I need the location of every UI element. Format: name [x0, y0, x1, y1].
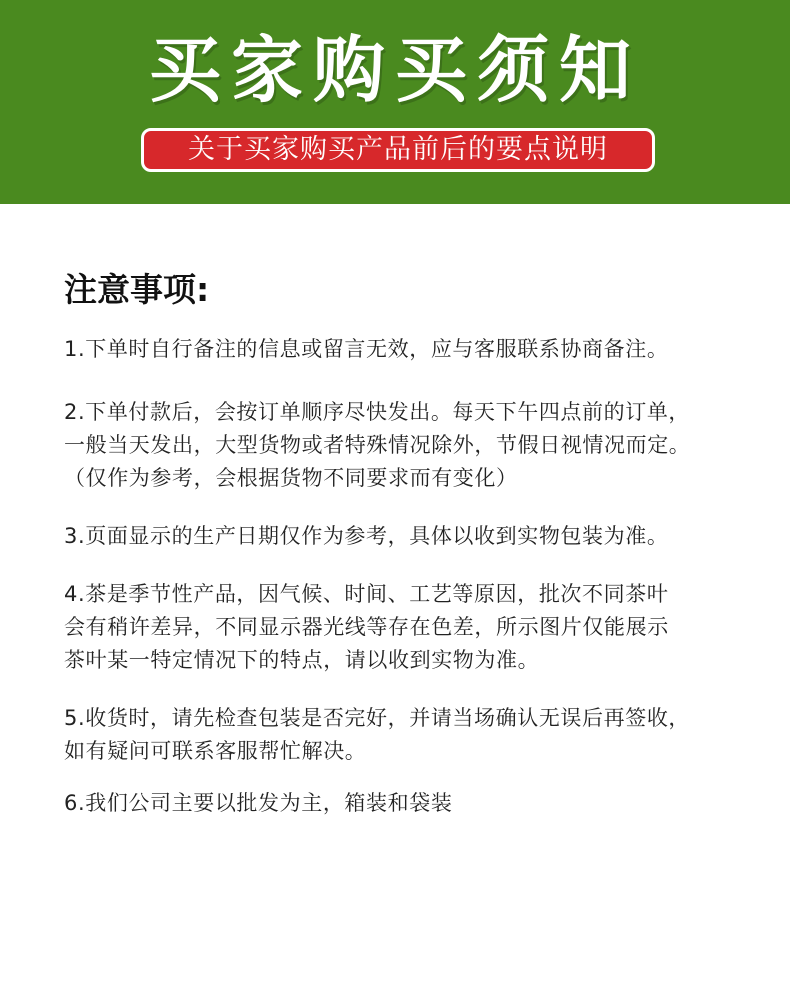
note-line: 6.我们公司主要以批发为主，箱装和袋装	[64, 791, 453, 815]
note-line: 5.收货时，请先检查包装是否完好，并请当场确认无误后再签收，	[64, 706, 691, 730]
note-item-5	[64, 702, 764, 768]
note-item-4	[64, 578, 764, 677]
note-item-6	[64, 787, 764, 820]
note-item-2	[64, 396, 764, 495]
page-title: 买家购买须知	[148, 27, 641, 112]
subtitle-badge: 关于买家购买产品前后的要点说明	[141, 128, 655, 172]
note-line: 4.茶是季节性产品，因气候、时间、工艺等原因，批次不同茶叶	[64, 582, 669, 606]
note-line: 一般当天发出，大型货物或者特殊情况除外，节假日视情况而定。	[64, 433, 691, 457]
header-banner	[0, 0, 790, 204]
note-line: 会有稍许差异，不同显示器光线等存在色差，所示图片仅能展示	[64, 615, 669, 639]
note-line: 2.下单付款后，会按订单顺序尽快发出。每天下午四点前的订单，	[64, 400, 691, 424]
note-item-3	[64, 520, 764, 553]
note-line: 1.下单时自行备注的信息或留言无效，应与客服联系协商备注。	[64, 337, 669, 361]
notes-heading: 注意事项:	[64, 270, 210, 309]
note-line: （仅作为参考，会根据货物不同要求而有变化）	[64, 466, 518, 490]
note-line: 3.页面显示的生产日期仅作为参考，具体以收到实物包装为准。	[64, 524, 669, 548]
note-line: 茶叶某一特定情况下的特点，请以收到实物为准。	[64, 648, 540, 672]
note-item-1	[64, 333, 764, 366]
note-line: 如有疑问可联系客服帮忙解决。	[64, 739, 367, 763]
